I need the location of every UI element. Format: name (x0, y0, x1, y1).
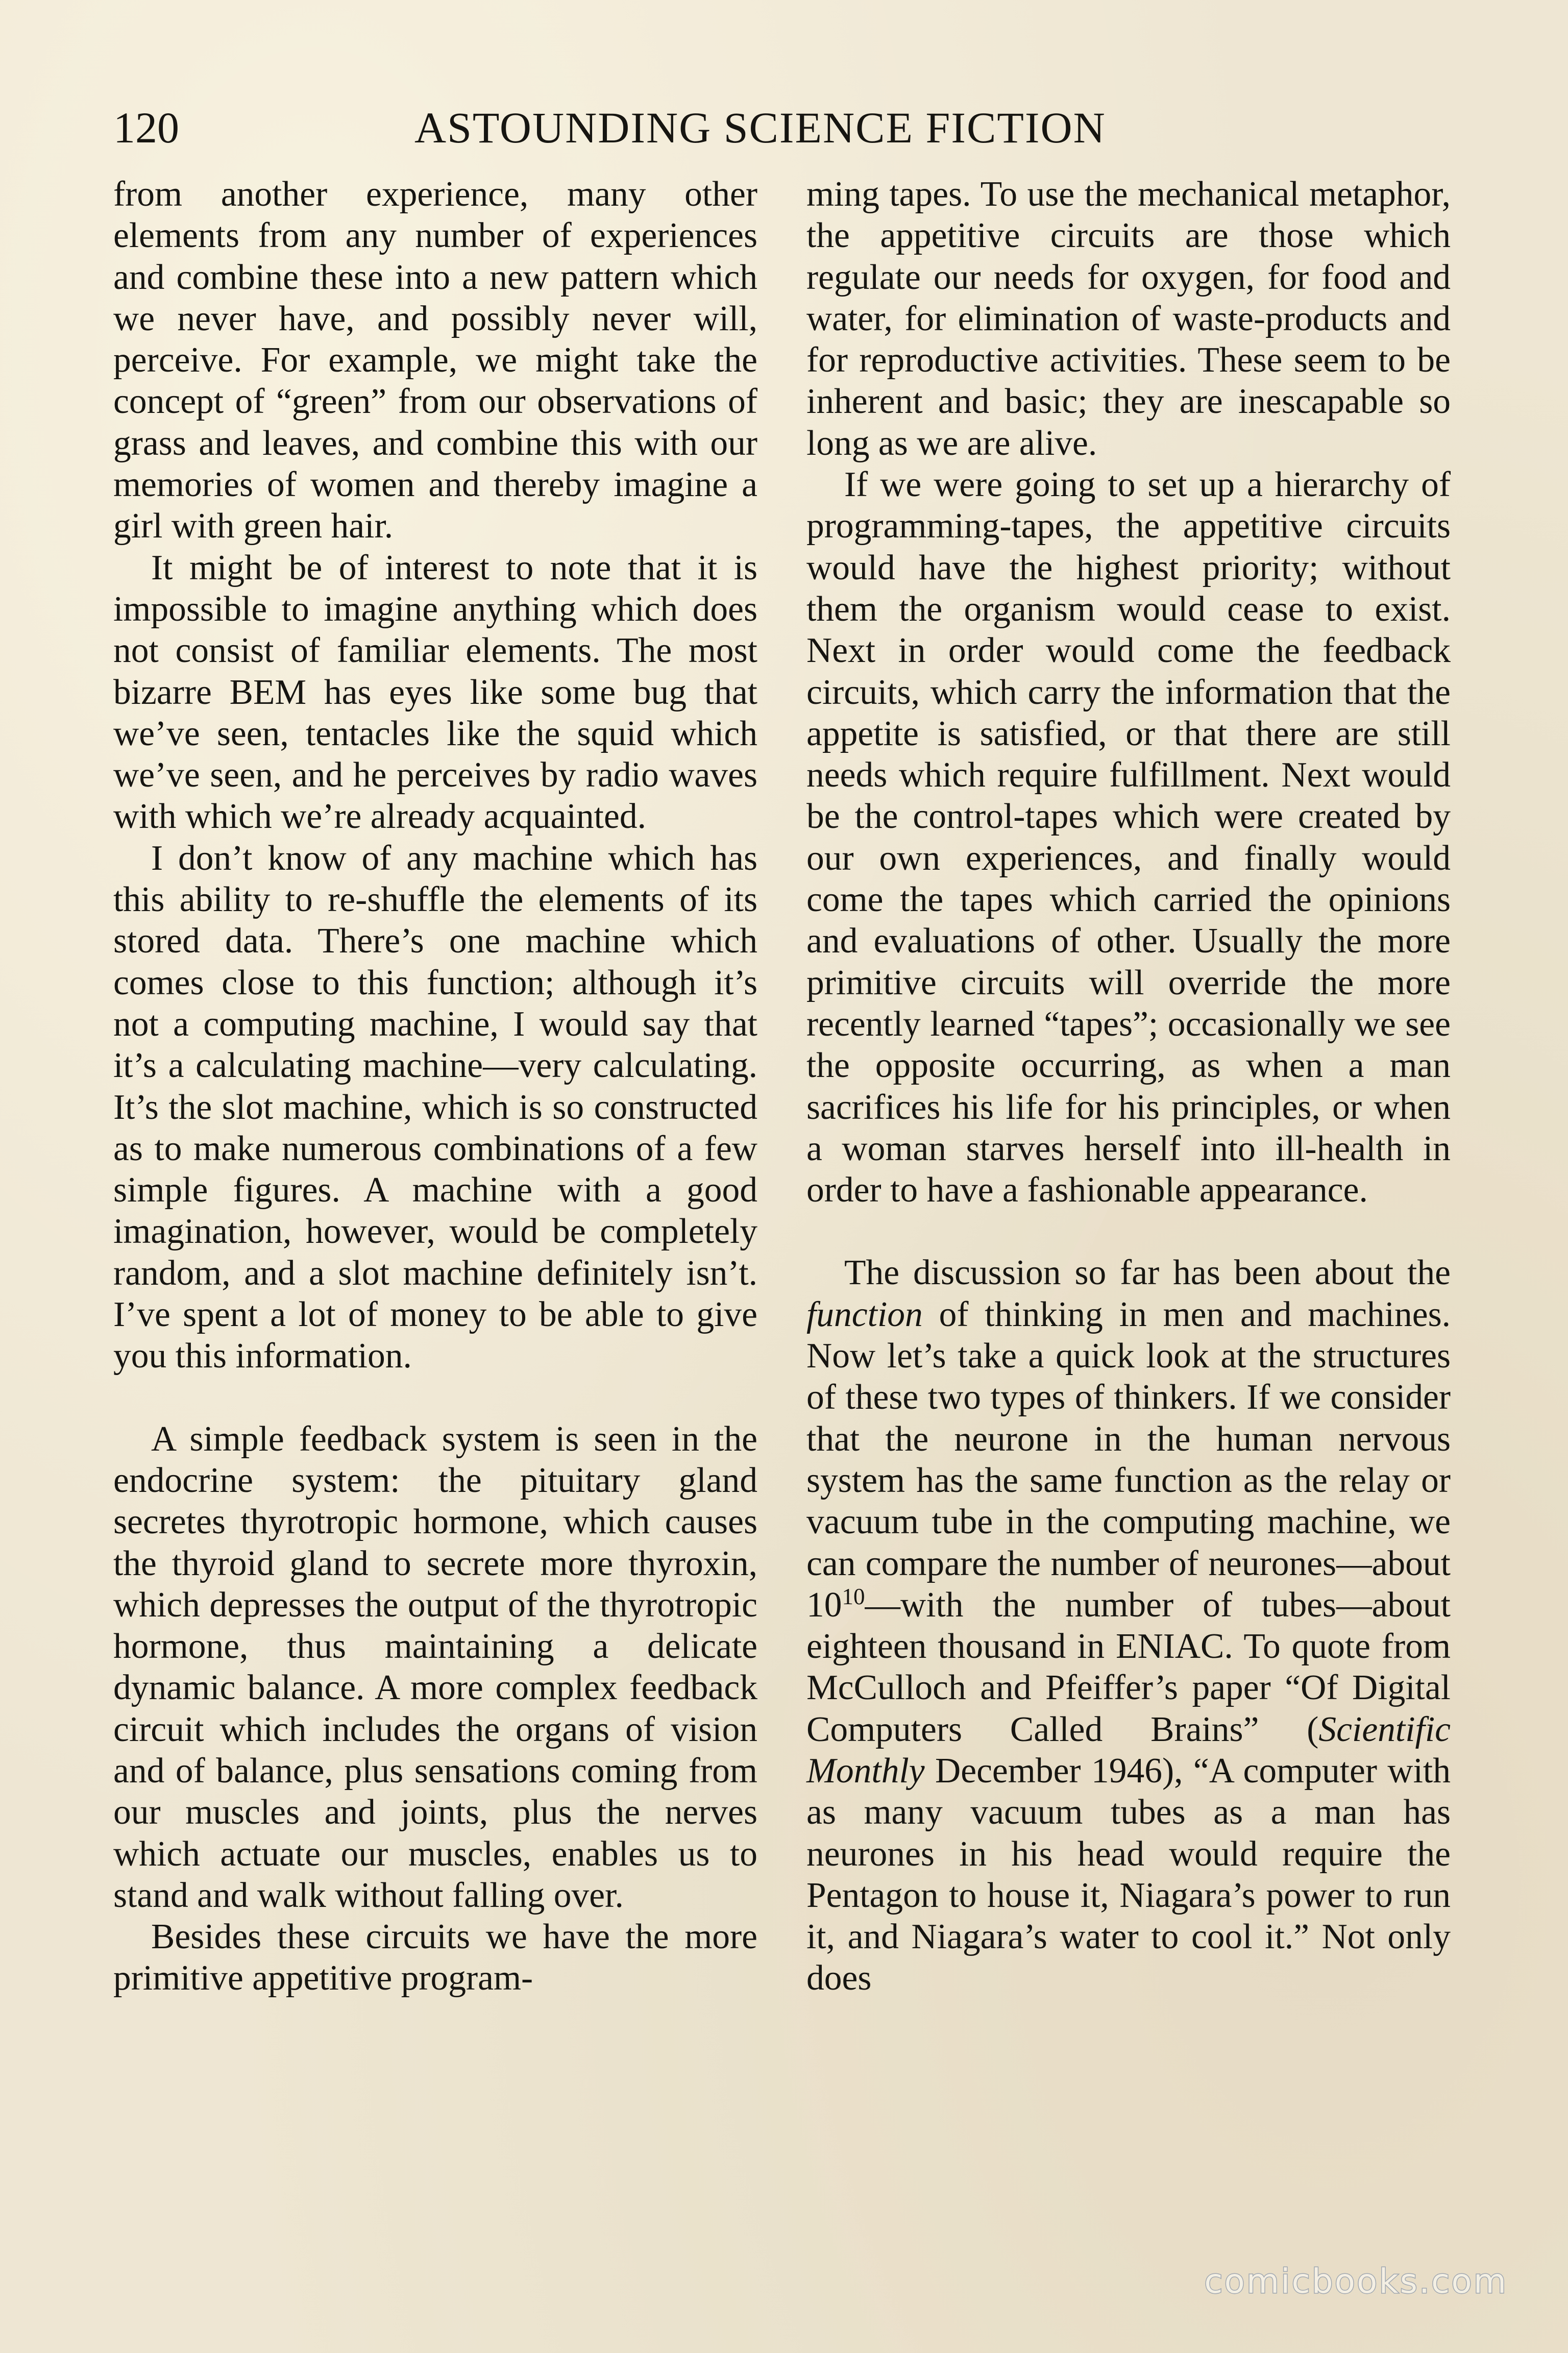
text-run: —with the number of tubes—about eighteen thousand in ENIAC. To quote from McCulloch and Pfeiffer’s paper “Of Digital Computers Called Brains” ( (806, 1585, 1451, 1749)
page-number: 120 (113, 103, 179, 152)
paragraph: ming tapes. To use the mechanical metaphor, the appetitive circuits are those which regulate our needs for oxygen, for food and water, for elimination of waste-products and for reproductive activities. These seem to be inherent and basic; they are inescapable so long as we are alive. (806, 175, 1451, 463)
paragraph: I don’t know of any machine which has this ability to re-shuffle the elements of its stored data. There’s one machine which comes close to this function; although it’s not a computing machine, I would say that it’s a calculating machine—very calculating. It’s the slot machine, which is so constructed as to make numerous combinations of a few simple figures. A machine with a good imagination, however, would be completely random, and a slot machine definitely isn’t. I’ve spent a lot of money to be able to give you this information. (113, 838, 757, 1376)
watermark: comicbooks.com (1204, 2262, 1508, 2301)
superscript-exponent: 10 (842, 1583, 865, 1609)
text-run: December 1946), “A computer with as many vacuum tubes as a man has neurones in his head would require the Pentagon to house it, Niagara’s power to run it, and Niagara’s water to cool it.” Not only does (806, 1751, 1451, 1998)
paragraph: A simple feedback system is seen in the endocrine system: the pituitary gland secretes thyrotropic hormone, which causes the thyroid gland to secrete more thyroxin, which depresses the output of the thyrotropic hormone, thus maintaining a delicate dynamic balance. A more complex feedback circuit which includes the organs of vision and of balance, plus sensations coming from our muscles and joints, plus the nerves which actuate our muscles, enables us to stand and walk without falling over. (113, 1419, 757, 1915)
paragraph: Besides these circuits we have the more primitive appetitive program- (113, 1917, 757, 1998)
running-title: ASTOUNDING SCIENCE FICTION (414, 103, 1106, 152)
page-header (113, 92, 1451, 163)
text-run: of thinking in men and machines. Now let’s take a quick look at the structures of these two types of thinkers. If we consider that the neurone in the human nervous system has the same function as the relay or vacuum tube in the computing machine, we can compare the number of neurones—about 10 (806, 1294, 1451, 1625)
italic-text: function (806, 1294, 923, 1334)
paragraph: from another experience, many other elements from any number of experiences and combine these into a new pattern which we never have, and possibly never will, perceive. For example, we might take the concept of “green” from our observations of grass and leaves, and combine this with our memories of women and thereby imagine a girl with green hair. (113, 175, 757, 546)
left-column (113, 174, 757, 1999)
paragraph (806, 1252, 1451, 1999)
italic-text: Scientific Monthly (806, 1709, 1451, 1791)
text-run: The discussion so far has been about the (844, 1253, 1451, 1293)
paragraph: If we were going to set up a hierarchy of programming-tapes, the appetitive circuits would have the highest priority; without them the organism would cease to exist. Next in order would come the feedback circuits, which carry the information that the appetite is satisfied, or that there are still needs which require fulfillment. Next would be the control-tapes which were created by our own experiences, and finally would come the tapes which carried the opinions and evaluations of other. Usually the more primitive circuits will override the more recently learned “tapes”; occasionally we see the opposite occurring, as when a man sacrifices his life for his principles, or when a woman starves herself into ill-health in order to have a fashionable appearance. (806, 465, 1451, 1210)
right-column (806, 174, 1451, 1999)
paragraph: It might be of interest to note that it is impossible to imagine anything which does not consist of familiar elements. The most bizarre BEM has eyes like some bug that we’ve seen, tentacles like the squid which we’ve seen, and he perceives by radio waves with which we’re already acquainted. (113, 548, 757, 837)
